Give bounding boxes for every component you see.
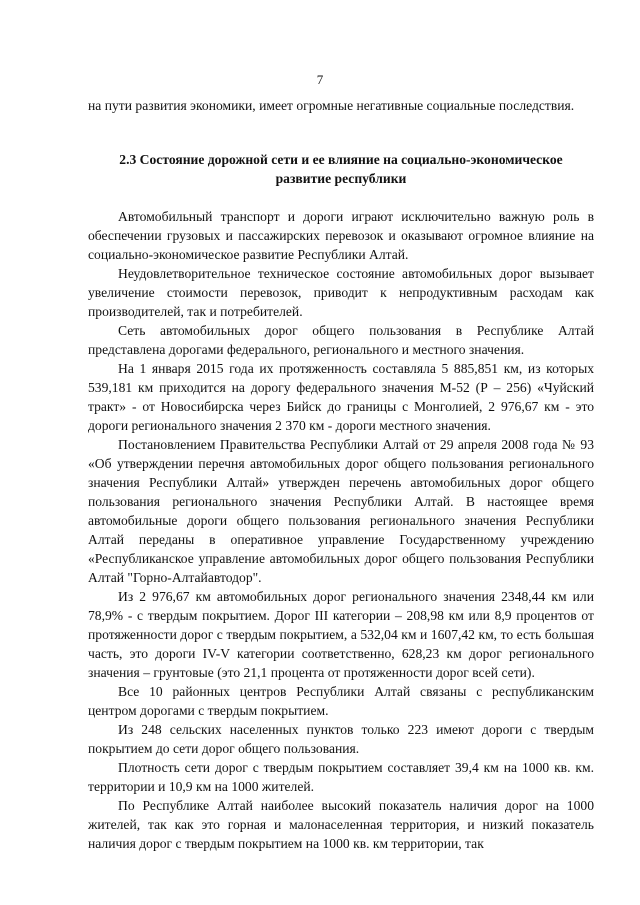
section-heading-line-1: 2.3 Состояние дорожной сети и ее влияние на социально-экономическое (119, 152, 563, 167)
paragraph-5: Постановлением Правительства Республики Алтай от 29 апреля 2008 года № 93 «Об утверждении перечня автомобильных дорог общего пользования регионального значения Республики Алтай» утвержден перечень автомобильных дорог общего пользования регионального значения Республики Алтай. В настоящее время автомобильные дороги общего пользования регионального значения Республики Алтай переданы в оперативное управление Государственному учреждению «Республиканское управление автомобильных дорог общего пользования Республики Алтай "Горно-Алтайавтодор". (88, 437, 594, 585)
section-body (88, 207, 594, 853)
paragraph-9: Плотность сети дорог с твердым покрытием составляет 39,4 км на 1000 кв. км. территории и 10,9 км на 1000 жителей. (88, 760, 594, 794)
paragraph-1: Автомобильный транспорт и дороги играют исключительно важную роль в обеспечении грузовых и пассажирских перевозок и оказывают огромное влияние на социально-экономическое развитие Республики Алтай. (88, 209, 594, 262)
paragraph-3: Сеть автомобильных дорог общего пользования в Республике Алтай представлена дорогами федерального, регионального и местного значения. (88, 323, 594, 357)
page-number: 7 (316, 72, 324, 87)
intro-paragraph: на пути развития экономики, имеет огромные негативные социальные последствия. (88, 98, 575, 113)
paragraph-4: На 1 января 2015 года их протяженность составляла 5 885,851 км, из которых 539,181 км приходится на дорогу федерального значения М-52 (Р – 256) «Чуйский тракт» - от Новосибирска через Бийск до границы с Монголией, 2 976,67 км - это дороги регионального значения 2 370 км - дороги местного значения. (88, 361, 594, 433)
section-heading-line-2: развитие республики (275, 171, 407, 186)
paragraph-10: По Республике Алтай наиболее высокий показатель наличия дорог на 1000 жителей, так как это горная и малонаселенная территория, и низкий показатель наличия дорог с твердым покрытием на 1000 кв. км территории, так (88, 798, 594, 851)
paragraph-2: Неудовлетворительное техническое состояние автомобильных дорог вызывает увеличение стоимости перевозок, приводит к непродуктивным расходам как производителей, так и потребителей. (88, 266, 594, 319)
intro-paragraph-block (88, 96, 594, 115)
paragraph-6: Из 2 976,67 км автомобильных дорог регионального значения 2348,44 км или 78,9% - с твердым покрытием. Дорог III категории – 208,98 км или 8,9 процентов от протяженности дорог с твердым покрытием, а 532,04 км и 1607,42 км, то есть большая часть, это дороги IV-V категории соответственно, 628,23 км дорог регионального значения – грунтовые (это 21,1 процента от протяженности дорог всей сети). (88, 589, 594, 680)
paragraph-8: Из 248 сельских населенных пунктов только 223 имеют дороги с твердым покрытием до сети дорог общего пользования. (88, 722, 594, 756)
section-heading (88, 150, 594, 188)
paragraph-7: Все 10 районных центров Республики Алтай связаны с республиканским центром дорогами с твердым покрытием. (88, 684, 594, 718)
